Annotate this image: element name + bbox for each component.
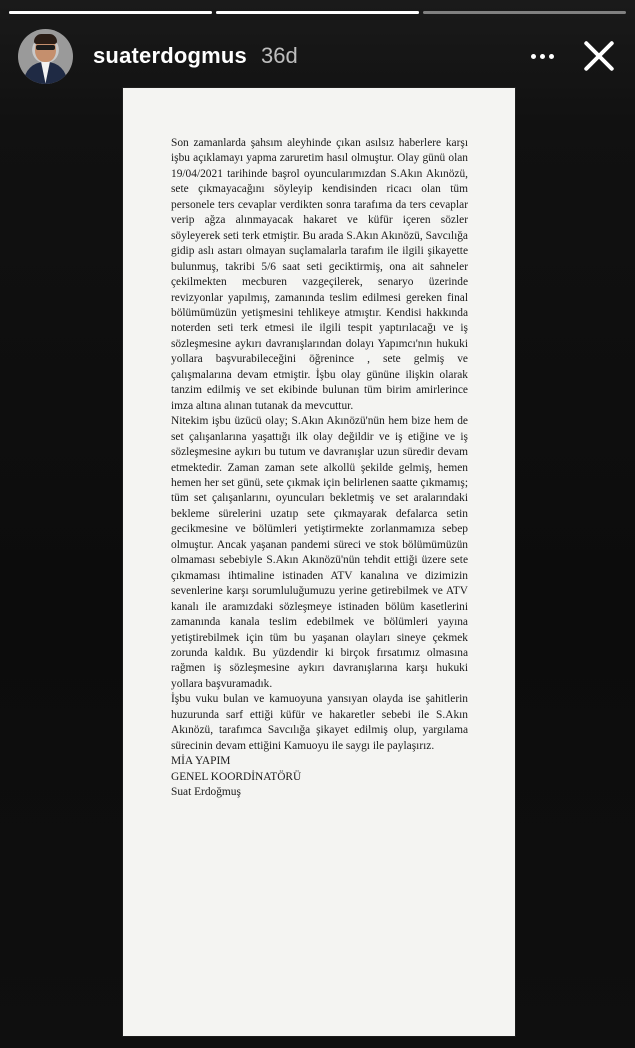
avatar[interactable] (18, 29, 73, 84)
story-progress-bar (9, 11, 626, 14)
signature-company: MİA YAPIM (171, 755, 231, 768)
post-age: 36d (260, 43, 298, 68)
story-progress-segment (423, 11, 626, 14)
statement-paragraph-1: Son zamanlarda şahsım aleyhinde çıkan asılsız haberlere karşı işbu açıklamayı yapma zaruretim hasıl olmuştur. Olay günü olan 19/04/2021 tarihinde başrol oyuncularımızdan S.Akın Akınözü, sete çıkmayacağını söyleyip kendisinden ricacı olan tüm personele ters cevaplar verdikten sonra tarafıma da ters cevaplar verip ağza alınmayacak hakaret ve küfür içeren sözler söyleyerek seti terk etmiştir. Bu arada S.Akın Akınözü, Savcılığa gidip aslı astarı olmayan suçlamalarla tarafım ile ilgili şikayette bulunmuş, takribi 5/6 saat seti geciktirmiş, ona ait sahneler çekilmekten mecburen vazgeçilerek, senaryo üzerinde revizyonlar yapılmış, zamanında teslim edilmesi gereken final bölümümüzün yetişmesini tehlikeye atmıştır. Kendisi hakkında noterden seti terk etmesi ile ilgili tespit yaptırılacağı ve iş sözleşmesine aykırı davranışlarından dolayı Yapımcı'nın hukuki yollara başvurabileceğini öğrenince , sete gelmiş ve çalışmalarına devam etmiştir. İşbu olay gününe ilişkin olarak tanzim edilmiş ve set ekibinde bulunan tüm birim amirlerince imza altına alınan tutanak da mevcuttur. (171, 137, 468, 412)
story-header (18, 27, 617, 85)
avatar-glasses-shape (36, 45, 55, 50)
statement-paragraph-2: Nitekim işbu üzücü olay; S.Akın Akınözü'nün hem bize hem de set çalışanlarına yaşattığı ilk olay değildir ve iş etiğine ve iş sözleşmesine aykırı bu tutum ve davranışlar uzun süredir devam etmektedir. Zaman zaman sete alkollü şekilde gelmiş, hemen hemen her set günü, sete çıkmak için belirlenen saatte çıkmamış; tüm set çalışanlarını, oyuncuları bekletmiş ve set aralarındaki bekleme sürelerini uzatıp sete çıkmayarak defalarca setin gecikmesine ve bölümleri yetiştirmekte zorlanmamıza sebep olmuştur. Ancak yaşanan pandemi süreci ve stok bölümümüzün olmaması sebebiyle S.Akın Akınözü'nün tehdit ettiği üzere sete çıkmaması ihtimaline istinaden ATV kanalına ve dizimizin sevenlerine karşı sorumluluğumuzu yerine getirebilmek ve ATV kanalı ile aramızdaki sözleşmeye istinaden bölüm kasetlerini zamanında kanala teslim edebilmek ve bölümleri yayına yetiştirebilmek için tüm bu yaşanan olayları sineye çekmek zorunda kaldık. Bu yüzdendir ki birçok fırsatımız olmasına rağmen iş sözleşmesine aykırı davranışlarına karşı hukuki yollara başvuramadık. (171, 415, 468, 690)
more-horizontal-icon[interactable] (527, 41, 557, 71)
story-progress-segment (9, 11, 212, 14)
avatar-hair-shape (34, 34, 57, 44)
signature-role: GENEL KOORDİNATÖRÜ (171, 770, 302, 783)
statement-document (123, 88, 515, 1036)
statement-text (171, 136, 468, 800)
username-link[interactable]: suaterdogmus (93, 43, 247, 68)
close-icon[interactable] (581, 38, 617, 74)
signature-name: Suat Erdoğmuş (171, 786, 241, 799)
statement-paragraph-3: İşbu vuku bulan ve kamuoyuna yansıyan olayda ise şahitlerin huzurunda sarf ettiği küfür ve hakaretler sebebi ile S.Akın Akınözü, tarafımca Savcılığa şikayet edilmiş olup, yargılama sürecinin devam ettiğini Kamuoyu ile saygı ile paylaşırız. (171, 693, 468, 752)
story-progress-segment (216, 11, 419, 14)
